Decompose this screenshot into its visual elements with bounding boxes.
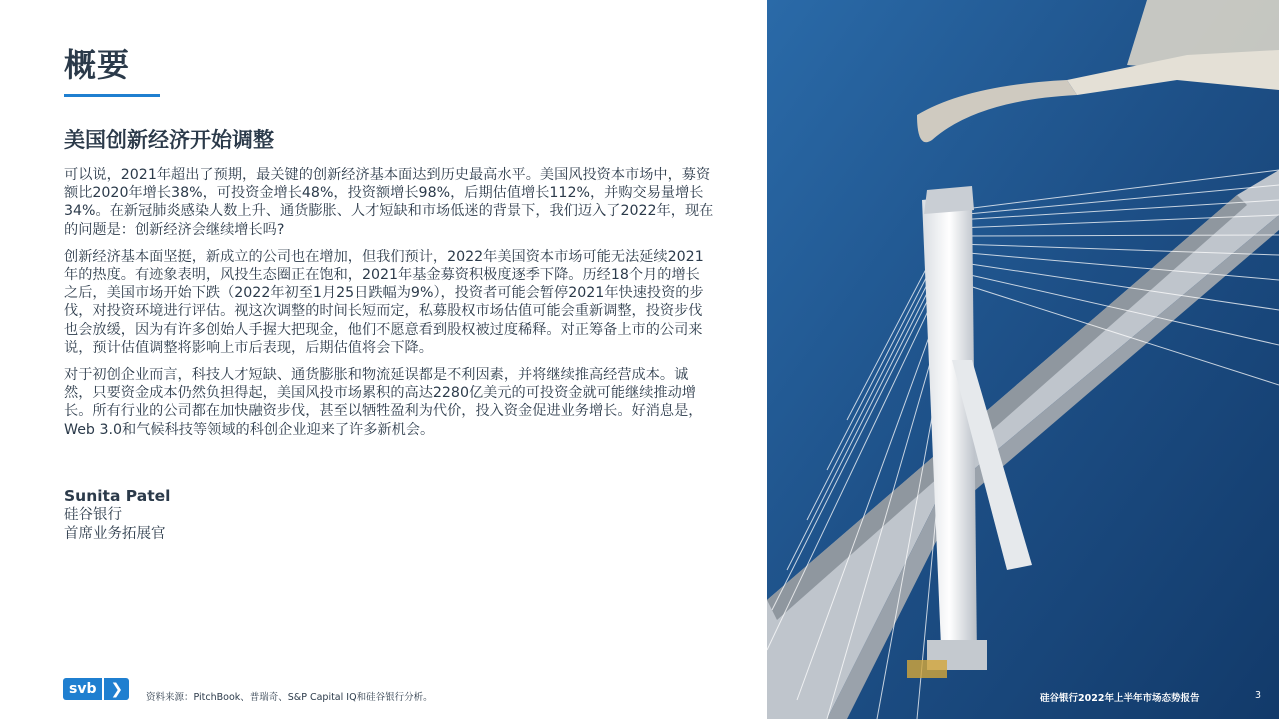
bridge-photo (767, 0, 1279, 719)
logo-text: svb (63, 678, 102, 700)
signature-block (64, 487, 170, 544)
author-company: 硅谷银行 (64, 507, 122, 523)
title-underline (64, 94, 160, 97)
source-note: 资料来源：PitchBook、普瑞奇、S&P Capital IQ和硅谷银行分析。 (146, 692, 433, 703)
author-role: 首席业务拓展官 (64, 526, 166, 542)
body-text (64, 166, 714, 448)
section-title: 美国创新经济开始调整 (64, 128, 274, 152)
bridge-illustration (767, 0, 1279, 719)
paragraph-2: 创新经济基本面坚挺，新成立的公司也在增加，但我们预计，2022年美国资本市场可能无法延续2021年的热度。有迹象表明，风投生态圈正在饱和，2021年基金募资积极度逐季下降。历经18个月的增长之后，美国市场开始下跌（2022年初至1月25日跌幅为9%），投资者可能会暂停2021年快速投资的步伐，对投资环境进行评估。视这次调整的时间长短而定，私募股权市场估值可能会重新调整，投资步伐也会放缓，因为有许多创始人手握大把现金，他们不愿意看到股权被过度稀释。对正筹备上市的公司来说，预计估值调整将影响上市后表现，后期估值将会下降。 (64, 248, 704, 356)
paragraph-3: 对于初创企业而言，科技人才短缺、通货膨胀和物流延误都是不利因素，并将继续推高经营成本。诚然，只要资金成本仍然负担得起，美国风投市场累积的高达2280亿美元的可投资金就可能继续推动增长。所有行业的公司都在加快融资步伐，甚至以牺牲盈利为代价，投入资金促进业务增长。好消息是，Web 3.0和气候科技等领域的科创企业迎来了许多新机会。 (64, 367, 703, 438)
author-name: Sunita Patel (64, 487, 171, 505)
page-number: 3 (1255, 690, 1262, 701)
paragraph-1: 可以说，2021年超出了预期，最关键的创新经济基本面达到历史最高水平。美国风投资本市场中，募资额比2020年增长38%，可投资金增长48%，投资额增长98%，后期估值增长112%，并购交易量增长34%。在新冠肺炎感染人数上升、通货膨胀、人才短缺和市场低迷的背景下，我们迈入了2022年，现在的问题是：创新经济会继续增长吗? (64, 167, 714, 238)
svb-logo (63, 678, 129, 700)
report-title: 硅谷银行2022年上半年市场态势报告 (1040, 693, 1200, 704)
page-title: 概要 (64, 46, 131, 84)
chevron-right-icon: ❯ (104, 678, 129, 700)
